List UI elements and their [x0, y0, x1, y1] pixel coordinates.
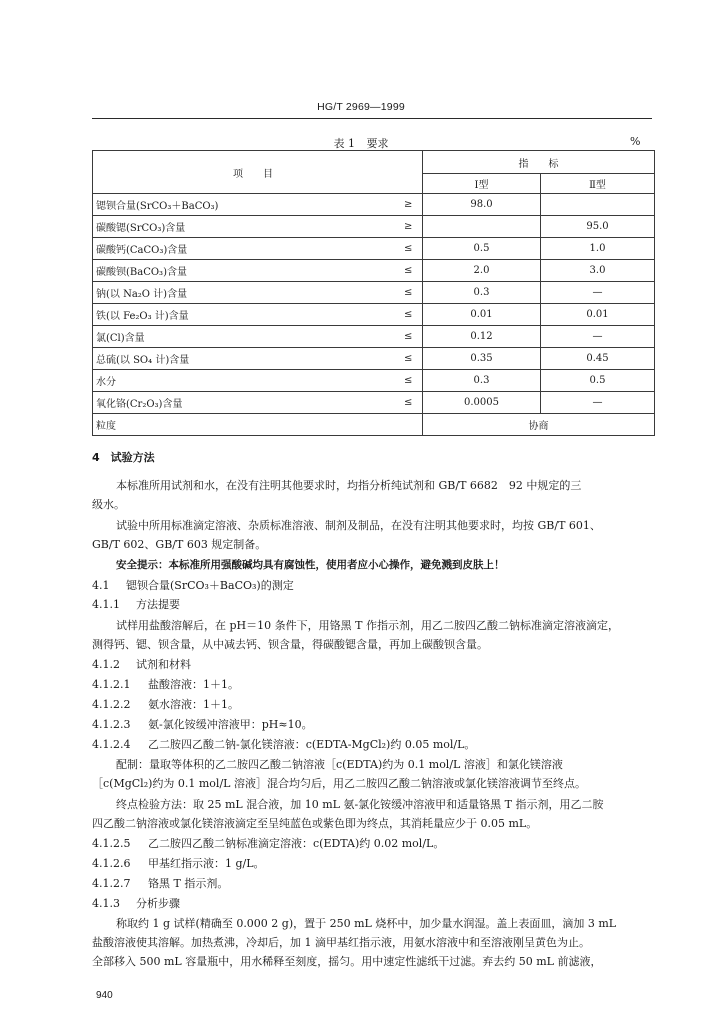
item-number: 4.1.2.6	[92, 857, 131, 870]
column-header-type2: Ⅱ型	[541, 174, 655, 194]
row-value-type1: 2.0	[423, 260, 541, 282]
section-heading	[92, 578, 658, 594]
section-heading	[92, 896, 658, 912]
row-value-type2: 0.01	[541, 304, 655, 326]
item-text: 乙二胺四乙酸二钠-氯化镁溶液：c(EDTA-MgCl₂)约 0.05 mol/L。	[148, 738, 476, 751]
row-value-type1: 98.0	[423, 194, 541, 216]
item-text: 氨水溶液：1＋1。	[148, 698, 239, 711]
page-number: 940	[96, 990, 113, 1001]
table-row	[93, 326, 655, 348]
row-item: 锶钡合量(SrCO₃＋BaCO₃)	[93, 194, 395, 216]
list-item	[92, 717, 658, 733]
row-item: 碳酸钙(CaCO₃)含量	[93, 238, 395, 260]
paragraph-line: GB/T 602、GB/T 603 规定制备。	[92, 538, 267, 551]
row-operator: ≤	[395, 326, 423, 348]
standard-code: HG/T 2969—1999	[317, 101, 405, 113]
table-body	[93, 194, 655, 436]
list-item	[92, 677, 658, 693]
list-item	[92, 836, 658, 852]
row-value-type1: 0.12	[423, 326, 541, 348]
paragraph-line: 测得钙、锶、钡含量，从中减去钙、钡含量，得碳酸锶含量，再加上碳酸钡含量。	[92, 638, 488, 651]
list-item	[92, 876, 658, 892]
section-title: 方法提要	[136, 598, 180, 611]
row-value-type2: 1.0	[541, 238, 655, 260]
row-value-type2	[541, 194, 655, 216]
safety-notice: 安全提示：本标准所用强酸碱均具有腐蚀性，使用者应小心操作，避免溅到皮肤上！	[116, 559, 505, 571]
item-number: 4.1.2.7	[92, 877, 131, 890]
paragraph-line: 称取约 1 g 试样(精确至 0.000 2 g)，置于 250 mL 烧杯中，加少量水润湿。盖上表面皿，滴加 3 mL	[116, 917, 617, 930]
row-item: 碳酸锶(SrCO₃)含量	[93, 216, 395, 238]
paragraph-line: 四乙酸二钠溶液或氯化镁溶液滴定至呈纯蓝色或紫色即为终点，其消耗量应少于 0.05 mL。	[92, 817, 538, 830]
list-item	[92, 697, 658, 713]
row-operator: ≤	[395, 304, 423, 326]
row-value-merged: 协商	[423, 414, 655, 436]
requirements-table	[92, 150, 655, 436]
paragraph-line: 盐酸溶液使其溶解。加热煮沸，冷却后，加 1 滴甲基红指示液，用氨水溶液中和至溶液刚呈黄色为止。	[92, 936, 590, 949]
row-item: 粒度	[93, 414, 395, 436]
row-value-type1: 0.3	[423, 282, 541, 304]
paragraph-line: 配制：量取等体积的乙二胺四乙酸二钠溶液［c(EDTA)约为 0.1 mol/L 溶液］和氯化镁溶液	[116, 758, 563, 771]
section-number: 4.1	[92, 579, 110, 592]
row-value-type2: 3.0	[541, 260, 655, 282]
table-row	[93, 348, 655, 370]
paragraph-line: ［c(MgCl₂)约为 0.1 mol/L 溶液］混合均匀后，用乙二胺四乙酸二钠溶液或氯化镁溶液调节至终点。	[92, 777, 586, 790]
table-row	[93, 216, 655, 238]
row-operator	[395, 414, 423, 436]
section-title: 锶钡合量(SrCO₃＋BaCO₃)的测定	[126, 579, 294, 592]
section-4-heading: 4 试验方法	[92, 451, 155, 464]
item-text: 铬黑 T 指示剂。	[148, 877, 229, 890]
paragraph-line: 试验中所用标准滴定溶液、杂质标准溶液、制剂及制品，在没有注明其他要求时，均按 GB/T 601、	[116, 519, 601, 532]
row-operator: ≤	[395, 348, 423, 370]
row-value-type1: 0.01	[423, 304, 541, 326]
table-row	[93, 370, 655, 392]
item-text: 乙二胺四乙酸二钠标准滴定溶液：c(EDTA)约 0.02 mol/L。	[148, 837, 445, 850]
section-title: 分析步骤	[136, 897, 180, 910]
row-value-type1: 0.3	[423, 370, 541, 392]
row-value-type1: 0.35	[423, 348, 541, 370]
row-item: 氯(Cl)含量	[93, 326, 395, 348]
item-text: 盐酸溶液：1＋1。	[148, 678, 239, 691]
paragraph-line: 级水。	[92, 498, 125, 511]
row-item: 碳酸钡(BaCO₃)含量	[93, 260, 395, 282]
table-caption-label: 表 1	[333, 137, 355, 150]
table-row	[93, 392, 655, 414]
section-heading	[92, 597, 658, 613]
row-value-type2: —	[541, 326, 655, 348]
item-number: 4.1.2.1	[92, 678, 131, 691]
item-number: 4.1.2.3	[92, 718, 131, 731]
paragraph-line: 试样用盐酸溶解后，在 pH＝10 条件下，用铬黑 T 作指示剂，用乙二胺四乙酸二钠标准滴定溶液滴定，	[116, 619, 619, 632]
item-number: 4.1.2.4	[92, 738, 131, 751]
section-number: 4.1.1	[92, 598, 120, 611]
column-header-type1: Ⅰ型	[423, 174, 541, 194]
row-item: 铁(以 Fe₂O₃ 计)含量	[93, 304, 395, 326]
item-text: 甲基红指示液：1 g/L。	[148, 857, 265, 870]
column-header-indicator: 指 标	[423, 151, 655, 174]
list-item	[92, 856, 658, 872]
row-item: 总硫(以 SO₄ 计)含量	[93, 348, 395, 370]
row-operator: ≥	[395, 216, 423, 238]
row-value-type2: 0.5	[541, 370, 655, 392]
row-operator: ≤	[395, 282, 423, 304]
row-operator: ≤	[395, 260, 423, 282]
list-item	[92, 737, 658, 753]
paragraph-line: 本标准所用试剂和水，在没有注明其他要求时，均指分析纯试剂和 GB/T 6682 92 中规定的三	[116, 479, 582, 492]
row-value-type1: 0.5	[423, 238, 541, 260]
row-value-type1	[423, 216, 541, 238]
row-value-type1: 0.0005	[423, 392, 541, 414]
section-heading	[92, 657, 658, 673]
row-value-type2: 0.45	[541, 348, 655, 370]
table-header-row	[93, 151, 655, 174]
paragraph-line: 全部移入 500 mL 容量瓶中，用水稀释至刻度，摇匀。用中速定性滤纸干过滤。弃去约 50 mL 前滤液，	[92, 955, 602, 968]
table-unit: %	[630, 135, 641, 148]
section-number: 4.1.2	[92, 658, 120, 671]
row-value-type2: —	[541, 392, 655, 414]
table-caption	[0, 135, 722, 151]
row-item: 氧化铬(Cr₂O₃)含量	[93, 392, 395, 414]
table-row	[93, 260, 655, 282]
row-operator: ≤	[395, 238, 423, 260]
item-text: 氨-氯化铵缓冲溶液甲：pH≈10。	[148, 718, 313, 731]
table-row	[93, 304, 655, 326]
section-number: 4.1.3	[92, 897, 120, 910]
row-operator: ≤	[395, 392, 423, 414]
table-row	[93, 414, 655, 436]
row-operator: ≤	[395, 370, 423, 392]
paragraph-line: 终点检验方法：取 25 mL 混合液，加 10 mL 氨-氯化铵缓冲溶液甲和适量铬黑 T 指示剂，用乙二胺	[116, 798, 604, 811]
row-value-type2: —	[541, 282, 655, 304]
table-caption-title: 要求	[366, 137, 389, 150]
row-operator: ≥	[395, 194, 423, 216]
table-row	[93, 238, 655, 260]
item-number: 4.1.2.5	[92, 837, 131, 850]
item-number: 4.1.2.2	[92, 698, 131, 711]
header-rule	[92, 118, 652, 119]
table-row	[93, 194, 655, 216]
row-item: 水分	[93, 370, 395, 392]
row-value-type2: 95.0	[541, 216, 655, 238]
section-title: 试剂和材料	[136, 658, 191, 671]
row-item: 钠(以 Na₂O 计)含量	[93, 282, 395, 304]
table-row	[93, 282, 655, 304]
column-header-item: 项 目	[93, 151, 423, 194]
